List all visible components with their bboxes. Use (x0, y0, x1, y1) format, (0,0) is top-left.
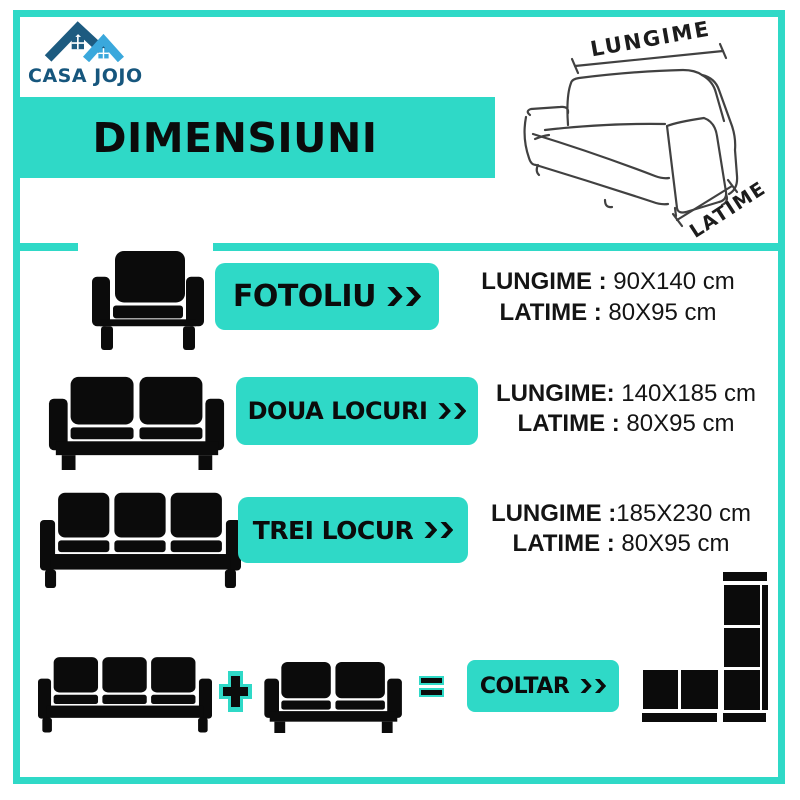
fotoliu-label-box (215, 263, 439, 330)
doua-locuri-label: DOUA LOCURI (247, 397, 428, 425)
lungime-line: LUNGIME : 90X140 cm (481, 268, 735, 295)
house-logo-icon (44, 20, 124, 62)
doua-locuri-dimensions (474, 379, 778, 439)
chevrons-icon (580, 679, 606, 694)
sketch-width-label: LATIME (685, 177, 771, 243)
two-seat-sofa-icon (262, 656, 405, 733)
three-seat-sofa-icon (38, 651, 212, 734)
chevrons-icon (424, 522, 453, 539)
corner-sofa-icon (640, 567, 772, 723)
lungime-line: LUNGIME: 140X185 cm (495, 380, 757, 407)
brand-logo (28, 20, 198, 87)
chevrons-icon (438, 403, 466, 419)
coltar-label-box (467, 660, 619, 712)
plus-icon (219, 671, 252, 712)
lungime-line: LUNGIME :185X230 cm (490, 500, 752, 527)
trei-locur-label: TREI LOCUR (252, 515, 414, 545)
trei-locur-dimensions (466, 499, 776, 559)
sketch-length-label: LUNGIME (588, 16, 713, 62)
doua-locuri-label-box (236, 377, 478, 445)
armchair-icon (92, 251, 204, 350)
page-title: DIMENSIUNI (92, 113, 378, 162)
chevrons-icon (387, 287, 421, 307)
divider-gap (78, 243, 213, 251)
fotoliu-label: FOTOLIU (232, 279, 376, 314)
latime-line: LATIME : 80X95 cm (499, 299, 717, 326)
two-seat-sofa-icon (46, 369, 228, 470)
coltar-label: COLTAR (479, 673, 570, 699)
latime-line: LATIME : 80X95 cm (512, 530, 730, 557)
equals-icon (419, 676, 444, 697)
latime-line: LATIME : 80X95 cm (517, 410, 735, 437)
title-band (20, 97, 495, 178)
fotoliu-dimensions (443, 266, 773, 328)
trei-locur-label-box (238, 497, 468, 563)
three-seat-sofa-icon (40, 485, 241, 590)
brand-name: CASA JOJO (28, 65, 143, 87)
